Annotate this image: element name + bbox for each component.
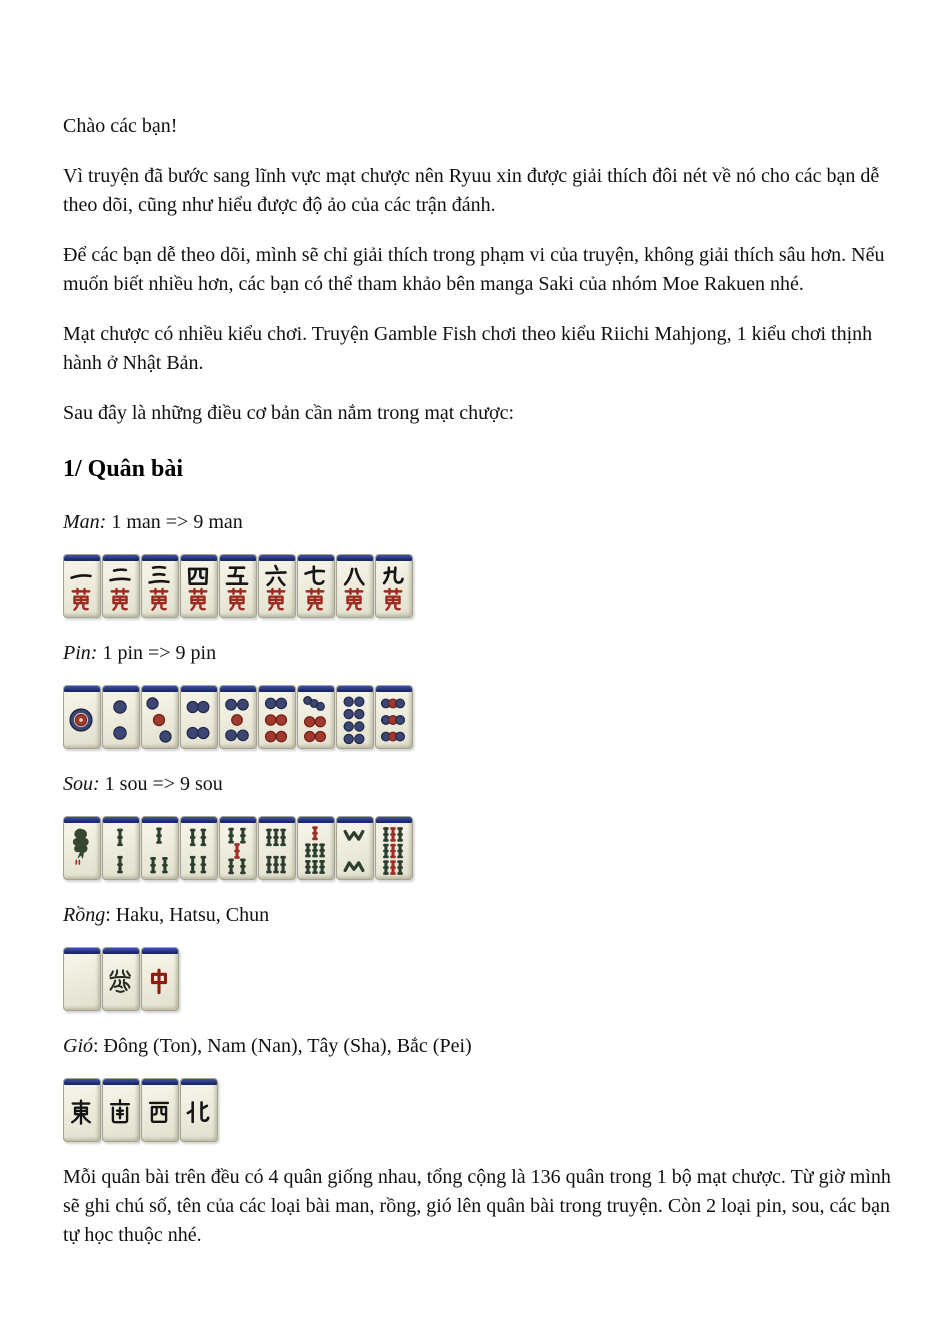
tile-group-text-gio: : Đông (Ton), Nam (Nan), Tây (Sha), Bắc (Pei) (93, 1035, 472, 1057)
tile-man-5 (219, 554, 257, 618)
tile-back-edge (376, 555, 412, 561)
tile-group-label-gio (63, 1032, 898, 1061)
tile-sha (141, 1078, 179, 1142)
tile-back-edge (181, 555, 217, 561)
tile-row-sou (63, 816, 898, 880)
tile-sou-6 (258, 816, 296, 880)
tile-group-text-pin: 1 pin => 9 pin (97, 642, 217, 664)
tile-sou-4 (180, 816, 218, 880)
tile-pin-6 (258, 685, 296, 749)
tile-row-rong (63, 947, 898, 1011)
tile-back-edge (142, 555, 178, 561)
tile-man-4 (180, 554, 218, 618)
tile-back-edge (142, 1079, 178, 1085)
tile-man-2 (102, 554, 140, 618)
tile-group-term-gio: Gió (63, 1035, 93, 1057)
tile-back-edge (259, 686, 295, 692)
tile-pei (180, 1078, 218, 1142)
tile-back-edge (103, 948, 139, 954)
tile-back-edge (142, 686, 178, 692)
tile-man-6 (258, 554, 296, 618)
paragraph-intro-3: Mạt chược có nhiều kiểu chơi. Truyện Gamble Fish chơi theo kiểu Riichi Mahjong, 1 kiểu chơi thịnh hành ở Nhật Bản. (63, 323, 873, 374)
tile-back-edge (298, 686, 334, 692)
tile-groups (63, 508, 898, 1142)
tile-pin-9 (375, 685, 413, 749)
paragraph-closing: Mỗi quân bài trên đều có 4 quân giống nhau, tổng cộng là 136 quân trong 1 bộ mạt chược. Từ giờ mình sẽ ghi chú số, tên của các loại bài man, rồng, gió lên quân bài trong truyện. Còn 2 loại pin, sou, các bạn tự học thuộc nhé. (63, 1166, 891, 1246)
tile-back-edge (64, 555, 100, 561)
tile-back-edge (220, 686, 256, 692)
tile-back-edge (103, 817, 139, 823)
tile-pin-2 (102, 685, 140, 749)
tile-pin-8 (336, 685, 374, 749)
tile-sou-5 (219, 816, 257, 880)
paragraph-greeting: Chào các bạn! (63, 115, 178, 137)
paragraph-intro-2: Để các bạn dễ theo dõi, mình sẽ chỉ giải thích trong phạm vi của truyện, không giải thích sâu hơn. Nếu muốn biết nhiều hơn, các bạn có thể tham khảo bên manga Saki của nhóm Moe Rakuen nhé. (63, 244, 885, 295)
tile-group-label-man (63, 508, 898, 537)
tile-row-man (63, 554, 898, 618)
tile-group-label-rong (63, 901, 898, 930)
tile-man-7 (297, 554, 335, 618)
tile-back-edge (64, 1079, 100, 1085)
tile-back-edge (376, 817, 412, 823)
tile-man-1 (63, 554, 101, 618)
tile-back-edge (64, 948, 100, 954)
tile-sou-3 (141, 816, 179, 880)
tile-sou-1 (63, 816, 101, 880)
paragraph-intro-4: Sau đây là những điều cơ bản cần nắm trong mạt chược: (63, 402, 515, 424)
tile-back-edge (337, 555, 373, 561)
section-heading: 1/ Quân bài (63, 456, 184, 482)
tile-group-label-pin (63, 639, 898, 668)
tile-back-edge (103, 555, 139, 561)
tile-man-3 (141, 554, 179, 618)
tile-back-edge (181, 817, 217, 823)
tile-nan (102, 1078, 140, 1142)
tile-ton (63, 1078, 101, 1142)
tile-chun (141, 947, 179, 1011)
tile-back-edge (298, 817, 334, 823)
tile-back-edge (220, 555, 256, 561)
tile-group-term-pin: Pin: (63, 642, 98, 664)
tile-row-gio (63, 1078, 898, 1142)
tile-back-edge (181, 1079, 217, 1085)
tile-sou-9 (375, 816, 413, 880)
tile-back-edge (337, 686, 373, 692)
tile-sou-8 (336, 816, 374, 880)
tile-man-9 (375, 554, 413, 618)
tile-back-edge (181, 686, 217, 692)
tile-group-text-sou: 1 sou => 9 sou (99, 773, 223, 795)
tile-sou-7 (297, 816, 335, 880)
tile-pin-5 (219, 685, 257, 749)
tile-back-edge (64, 686, 100, 692)
tile-pin-3 (141, 685, 179, 749)
tile-group-term-man: Man: (63, 511, 107, 533)
tile-back-edge (259, 555, 295, 561)
tile-back-edge (142, 817, 178, 823)
tile-group-label-sou (63, 770, 898, 799)
paragraph-intro-1: Vì truyện đã bước sang lĩnh vực mạt chược nên Ryuu xin được giải thích đôi nét về nó cho các bạn dễ theo dõi, cũng như hiểu được độ ảo của các trận đánh. (63, 165, 880, 216)
tile-back-edge (103, 1079, 139, 1085)
tile-back-edge (259, 817, 295, 823)
tile-group-term-rong: Rồng (63, 904, 106, 926)
tile-hatsu (102, 947, 140, 1011)
tile-back-edge (142, 948, 178, 954)
tile-sou-2 (102, 816, 140, 880)
tile-back-edge (376, 686, 412, 692)
tile-group-text-man: 1 man => 9 man (106, 511, 243, 533)
tile-group-term-sou: Sou: (63, 773, 100, 795)
tile-back-edge (337, 817, 373, 823)
tile-pin-1 (63, 685, 101, 749)
tile-group-text-rong: : Haku, Hatsu, Chun (105, 904, 270, 926)
tile-pin-7 (297, 685, 335, 749)
tile-pin-4 (180, 685, 218, 749)
tile-back-edge (220, 817, 256, 823)
tile-back-edge (103, 686, 139, 692)
tile-man-8 (336, 554, 374, 618)
tile-back-edge (298, 555, 334, 561)
tile-back-edge (64, 817, 100, 823)
tile-row-pin (63, 685, 898, 749)
tile-haku (63, 947, 101, 1011)
